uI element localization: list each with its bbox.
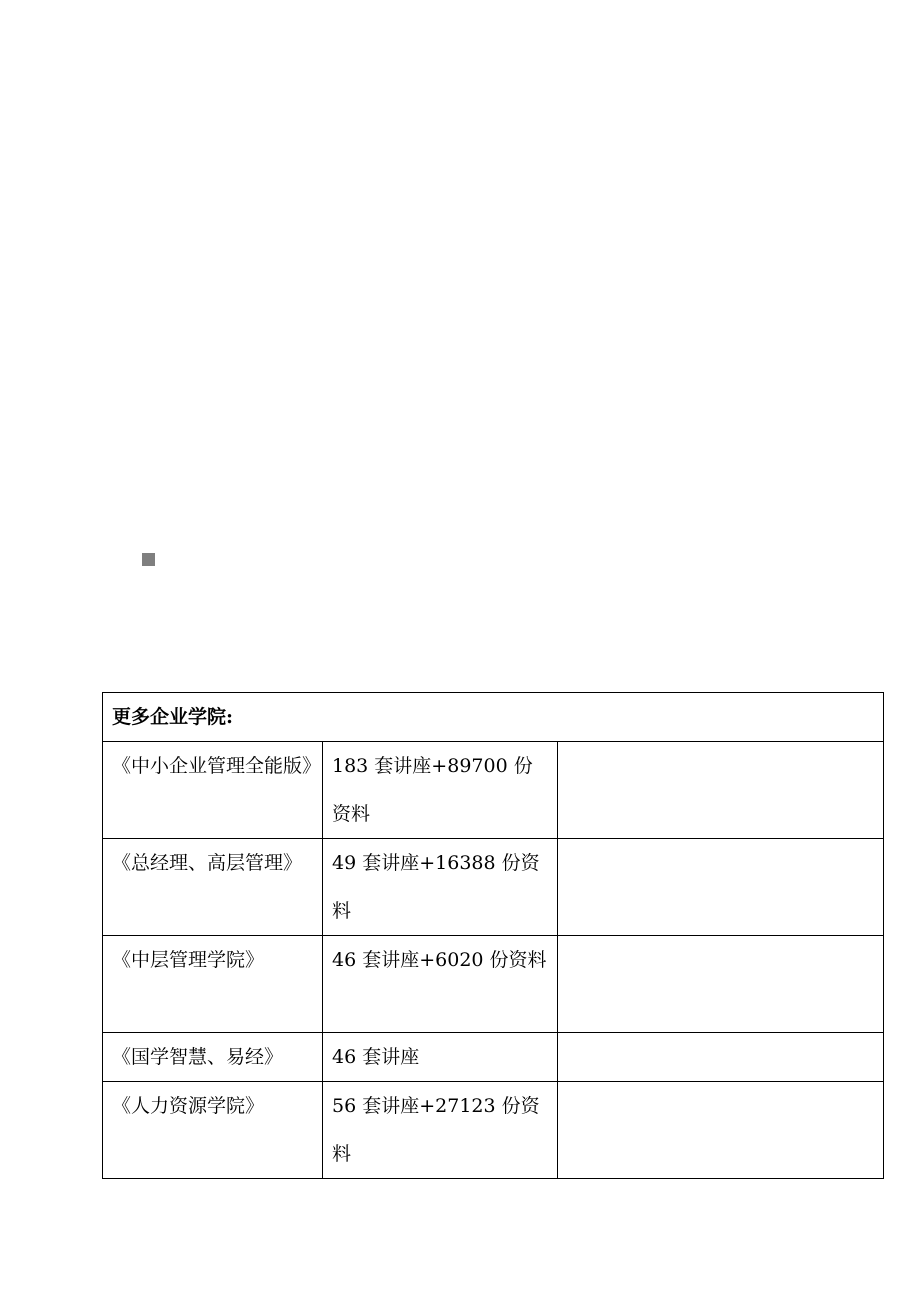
table-row	[103, 1033, 884, 1082]
academy-extra	[558, 839, 884, 936]
academy-name: 《中小企业管理全能版》	[103, 742, 323, 839]
academy-desc: 183 套讲座+89700 份资料	[323, 742, 558, 839]
academy-desc: 46 套讲座	[323, 1033, 558, 1082]
academy-desc: 49 套讲座+16388 份资料	[323, 839, 558, 936]
academy-extra	[558, 1082, 884, 1179]
academy-table	[102, 692, 884, 1179]
square-bullet-icon	[142, 553, 155, 566]
table-row	[103, 742, 884, 839]
table-row	[103, 936, 884, 1033]
academy-desc: 56 套讲座+27123 份资料	[323, 1082, 558, 1179]
academy-name: 《人力资源学院》	[103, 1082, 323, 1179]
academy-name: 《总经理、高层管理》	[103, 839, 323, 936]
table-row	[103, 839, 884, 936]
academy-extra	[558, 1033, 884, 1082]
academy-desc: 46 套讲座+6020 份资料	[323, 936, 558, 1033]
academy-extra	[558, 742, 884, 839]
academy-name: 《国学智慧、易经》	[103, 1033, 323, 1082]
table-header: 更多企业学院:	[103, 693, 884, 742]
table-header-row	[103, 693, 884, 742]
academy-name: 《中层管理学院》	[103, 936, 323, 1033]
table-row	[103, 1082, 884, 1179]
academy-extra	[558, 936, 884, 1033]
